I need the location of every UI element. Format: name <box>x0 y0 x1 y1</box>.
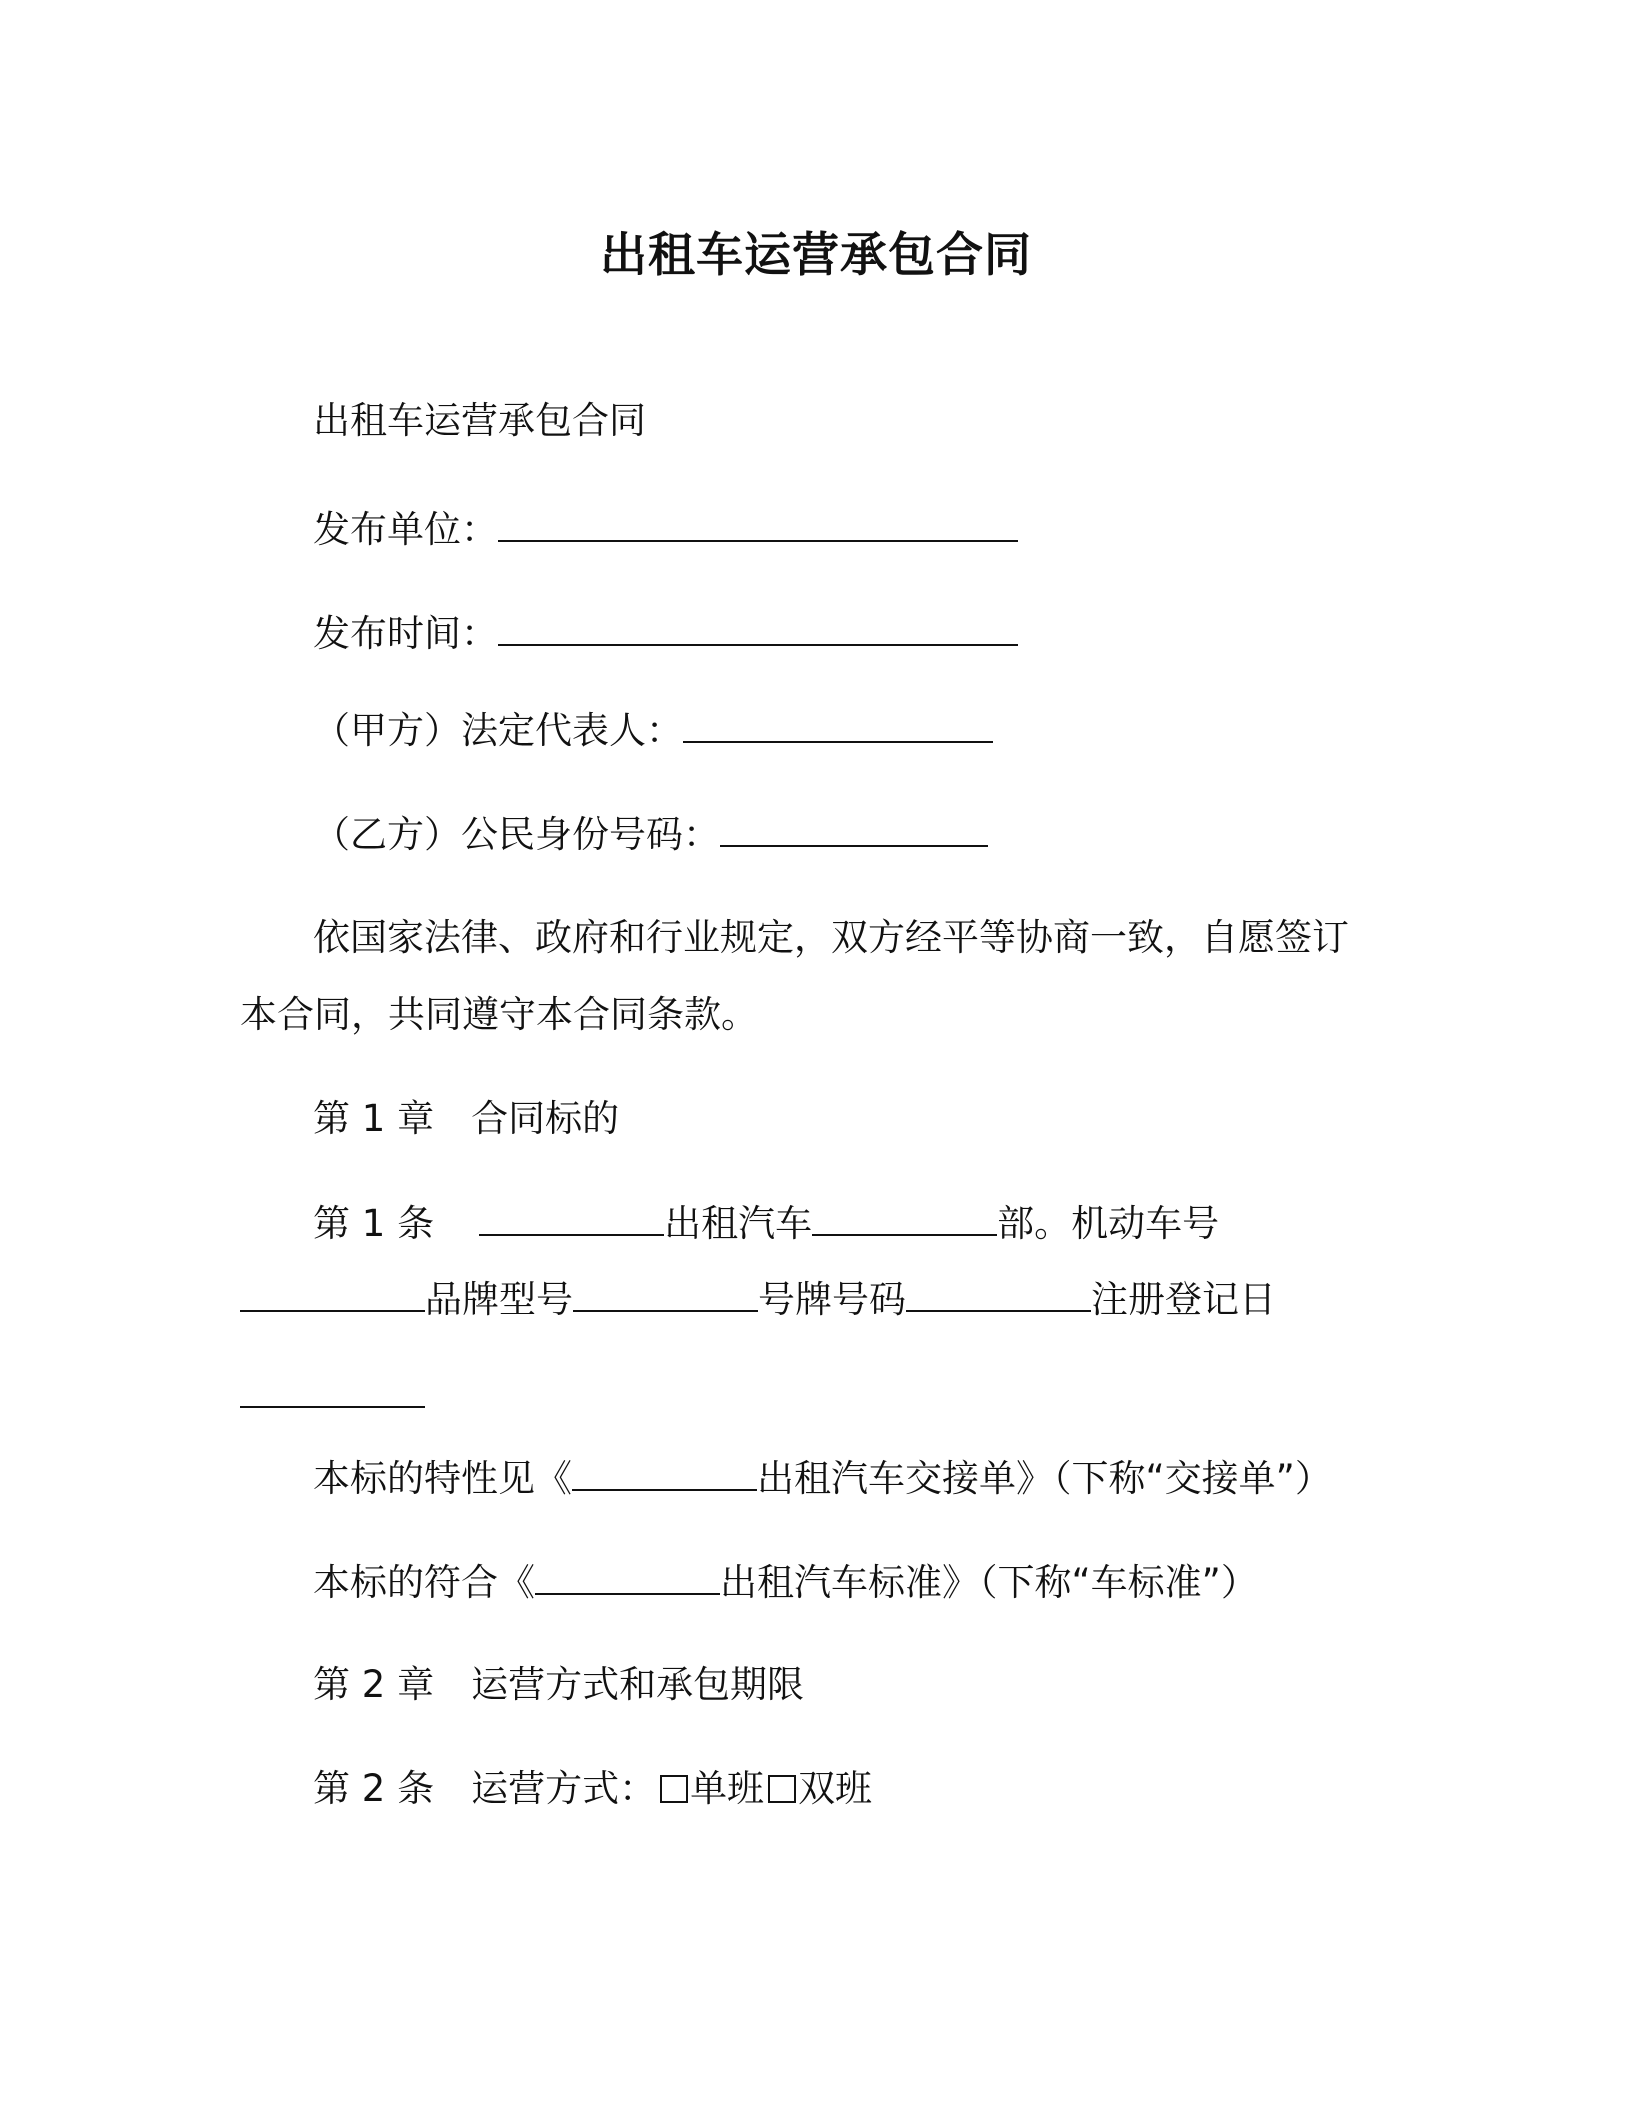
article-1-blank-2[interactable] <box>812 1198 997 1236</box>
article-1-units-label: 部。机动车号 <box>997 1202 1220 1245</box>
chapter-2-heading: 第 2 章 运营方式和承包期限 <box>313 1663 805 1706</box>
issuer-label: 发布单位： <box>313 508 498 551</box>
spec-blank[interactable] <box>572 1453 757 1491</box>
chapter-1-heading: 第 1 章 合同标的 <box>313 1097 620 1140</box>
document-subtitle: 出租车运营承包合同 <box>313 399 646 442</box>
article-1-line-1 <box>313 1198 1219 1249</box>
intro-line-2: 本合同，共同遵守本合同条款。 <box>240 993 758 1036</box>
standard-blank[interactable] <box>535 1557 720 1595</box>
party-a-line <box>313 705 993 756</box>
article-1-blank-5[interactable] <box>906 1274 1091 1312</box>
issuer-blank[interactable] <box>498 504 1018 542</box>
standard-suffix: 出租汽车标准》（下称“车标准”） <box>720 1561 1258 1604</box>
standard-prefix: 本标的符合《 <box>313 1561 535 1604</box>
article-1-taxi-label: 出租汽车 <box>664 1202 813 1245</box>
issue-time-line <box>313 608 1018 659</box>
double-shift-label: 双班 <box>798 1767 873 1810</box>
article-1-line-3 <box>240 1370 425 1421</box>
article-1-prefix: 第 1 条 <box>313 1202 472 1245</box>
spec-suffix: 出租汽车交接单》（下称“交接单”） <box>757 1457 1332 1500</box>
single-shift-label: 单班 <box>690 1767 765 1810</box>
single-shift-checkbox[interactable] <box>660 1775 688 1803</box>
document-title: 出租车运营承包合同 <box>600 228 1032 283</box>
double-shift-checkbox[interactable] <box>768 1775 796 1803</box>
party-a-label: （甲方）法定代表人： <box>313 709 683 752</box>
article-2-line <box>313 1764 872 1814</box>
party-a-blank[interactable] <box>683 705 993 743</box>
intro-line-1: 依国家法律、政府和行业规定，双方经平等协商一致，自愿签订 <box>313 916 1349 959</box>
article-1-brand-label: 品牌型号 <box>425 1278 573 1321</box>
article-1-reg-label: 注册登记日 <box>1091 1278 1276 1321</box>
party-b-line <box>313 809 988 860</box>
party-b-blank[interactable] <box>720 809 988 847</box>
article-1-blank-1[interactable] <box>479 1198 664 1236</box>
spec-prefix: 本标的特性见《 <box>313 1457 572 1500</box>
article-1-plate-label: 号牌号码 <box>758 1278 906 1321</box>
issue-time-blank[interactable] <box>498 608 1018 646</box>
standard-line <box>313 1557 1258 1608</box>
article-1-line-2 <box>240 1274 1276 1325</box>
issue-time-label: 发布时间： <box>313 612 498 655</box>
spec-line <box>313 1453 1332 1504</box>
article-2-prefix: 第 2 条 运营方式： <box>313 1767 657 1810</box>
party-b-label: （乙方）公民身份号码： <box>313 813 720 856</box>
article-1-blank-4[interactable] <box>573 1274 758 1312</box>
article-1-blank-6[interactable] <box>240 1370 425 1408</box>
article-1-blank-3[interactable] <box>240 1274 425 1312</box>
issuer-line <box>313 504 1018 555</box>
